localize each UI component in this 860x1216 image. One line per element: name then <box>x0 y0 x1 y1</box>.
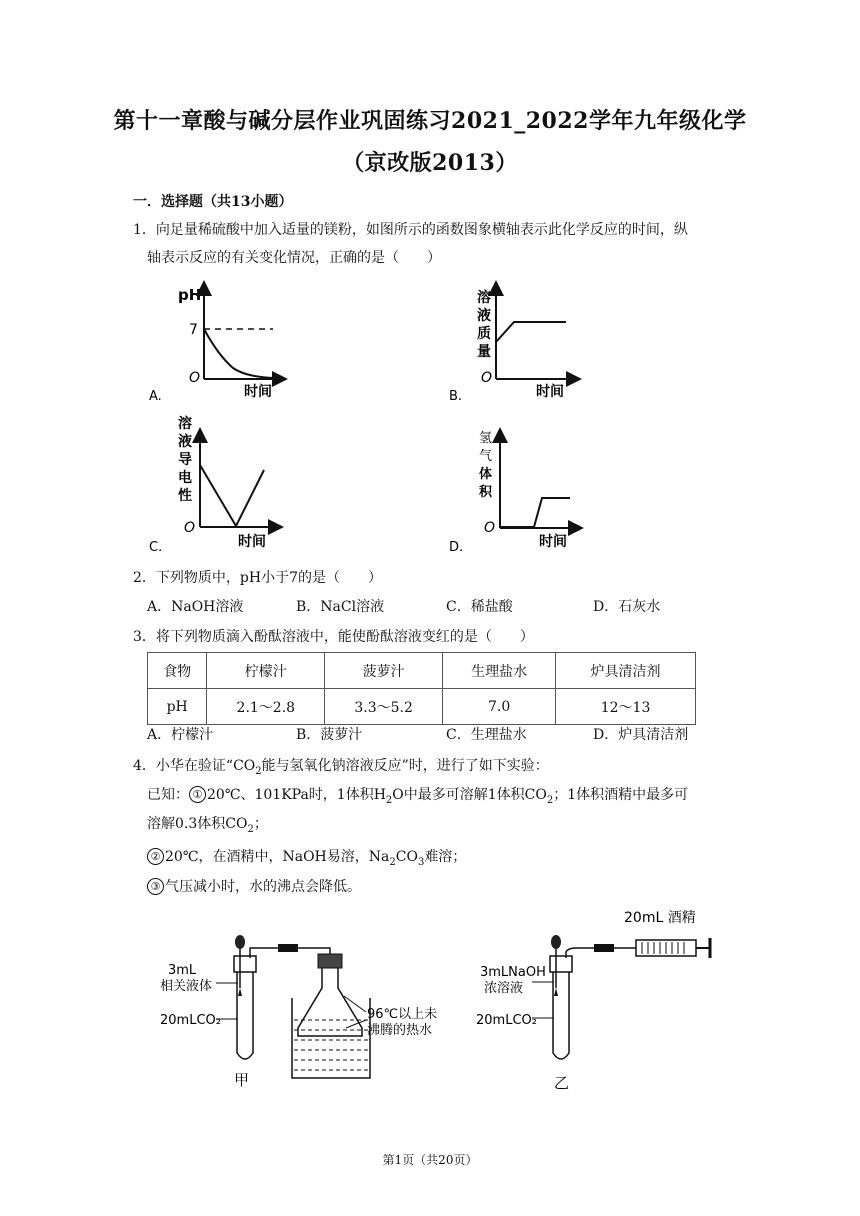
svg-text:时间: 时间 <box>238 534 266 550</box>
table-cell: 炉具清洁剂 <box>556 653 696 689</box>
q1-graph-a <box>148 280 288 405</box>
svg-text:积: 积 <box>479 485 493 500</box>
q3-option-d: D．炉具清洁剂 <box>593 727 689 743</box>
q3-ph-table <box>147 652 696 725</box>
circled-number: ③ <box>147 878 164 895</box>
doc-title-line2: （京改版2013） <box>342 150 518 176</box>
q1-graph-c <box>148 415 288 555</box>
experiment-jia-figure <box>160 928 500 1093</box>
table-cell: 柠檬汁 <box>207 653 325 689</box>
q4-stem: 4．小华在验证“$CO_2$能与氢氧化钠溶液反应”时，进行了如下实验： <box>133 758 549 777</box>
svg-text:体: 体 <box>479 467 493 482</box>
svg-text:电: 电 <box>178 470 192 486</box>
circled-number: ① <box>189 786 206 803</box>
svg-text:O: O <box>484 520 496 536</box>
q3-option-c: C．生理盐水 <box>446 727 527 743</box>
svg-text:O: O <box>481 370 493 386</box>
q1-stem-line2: 轴表示反应的有关变化情况，正确的是（ ） <box>147 250 441 266</box>
svg-text:时间: 时间 <box>539 534 567 550</box>
svg-text:20mL 酒精: 20mL 酒精 <box>624 910 696 926</box>
q2-stem: 2．下列物质中，pH小于7的是（ ） <box>133 570 382 586</box>
q1-stem-line1: 1．向足量稀硫酸中加入适量的镁粉，如图所示的函数图象横轴表示此化学反应的时间，纵 <box>133 222 688 238</box>
q1-graph-d <box>448 420 588 555</box>
q2-option-d: D．石灰水 <box>593 599 661 615</box>
q4-known-2: ② 20℃，在酒精中，NaOH易溶，$Na_2CO_3$难溶； <box>147 846 466 868</box>
q2-option-a: A．NaOH溶液 <box>147 599 244 615</box>
svg-text:D.: D. <box>449 540 464 555</box>
doc-title-line1: 第十一章酸与碱分层作业巩固练习2021_2022学年九年级化学 <box>113 108 747 134</box>
q3-option-a: A．柠檬汁 <box>147 727 214 743</box>
q3-option-b: B．菠萝汁 <box>296 727 363 743</box>
graph-a-origin: O <box>189 370 201 386</box>
table-cell: 7.0 <box>443 689 556 725</box>
q1-graph-b <box>448 280 588 405</box>
svg-text:液: 液 <box>477 308 491 324</box>
svg-text:3mL: 3mL <box>168 963 197 978</box>
svg-text:浓溶液: 浓溶液 <box>484 981 524 996</box>
section-heading: 一．选择题（共13小题） <box>133 194 293 210</box>
svg-text:O: O <box>184 520 196 536</box>
svg-text:20mLCO₂: 20mLCO₂ <box>476 1013 537 1028</box>
table-cell: 食物 <box>148 653 207 689</box>
svg-text:3mLNaOH: 3mLNaOH <box>480 965 546 980</box>
svg-text:20mLCO₂: 20mLCO₂ <box>160 1013 221 1028</box>
svg-text:量: 量 <box>477 344 491 360</box>
svg-text:乙: 乙 <box>554 1074 570 1092</box>
table-cell: pH <box>148 689 207 725</box>
q2-option-c: C．稀盐酸 <box>446 599 513 615</box>
q4-known-3: ③ 气压减小时，水的沸点会降低。 <box>147 876 361 896</box>
circled-number: ② <box>147 848 164 865</box>
table-row <box>148 653 696 689</box>
svg-text:96℃以上未: 96℃以上未 <box>367 1007 438 1022</box>
table-row <box>148 689 696 725</box>
svg-text:质: 质 <box>477 326 491 342</box>
svg-text:气: 气 <box>479 449 493 464</box>
table-cell: 3.3～5.2 <box>325 689 443 725</box>
svg-text:导: 导 <box>178 452 192 468</box>
graph-a-ylabel: pH <box>178 286 202 304</box>
graph-a-xlabel: 时间 <box>244 384 272 400</box>
table-cell: 生理盐水 <box>443 653 556 689</box>
page-footer: 第1页（共20页） <box>382 1153 478 1167</box>
svg-text:液: 液 <box>178 434 192 450</box>
graph-a-option: A. <box>149 389 162 404</box>
svg-text:溶: 溶 <box>178 416 192 432</box>
table-cell: 菠萝汁 <box>325 653 443 689</box>
q3-stem: 3．将下列物质滴入酚酞溶液中，能使酚酞溶液变红的是（ ） <box>133 629 534 645</box>
q4-known-1b: 溶解0.3体积$CO_2$； <box>147 816 268 835</box>
svg-text:沸腾的热水: 沸腾的热水 <box>367 1023 433 1038</box>
svg-text:B.: B. <box>449 389 463 404</box>
svg-text:时间: 时间 <box>536 384 564 400</box>
table-cell: 12～13 <box>556 689 696 725</box>
svg-text:C.: C. <box>149 540 163 555</box>
svg-text:溶: 溶 <box>477 290 491 306</box>
svg-text:相关液体: 相关液体 <box>160 979 213 994</box>
graph-a-ymark: 7 <box>189 322 198 338</box>
q2-option-b: B．NaCl溶液 <box>296 599 385 615</box>
experiment-yi-figure <box>476 900 726 1095</box>
svg-text:氢: 氢 <box>479 431 493 446</box>
svg-text:性: 性 <box>178 488 192 504</box>
q4-known-1: 已知： ① 20℃、101KPa时，1体积$H_2O$中最多可溶解1体积$CO_2$；1体积酒精中最多可 <box>147 787 689 806</box>
table-cell: 2.1～2.8 <box>207 689 325 725</box>
svg-text:甲: 甲 <box>234 1071 250 1089</box>
